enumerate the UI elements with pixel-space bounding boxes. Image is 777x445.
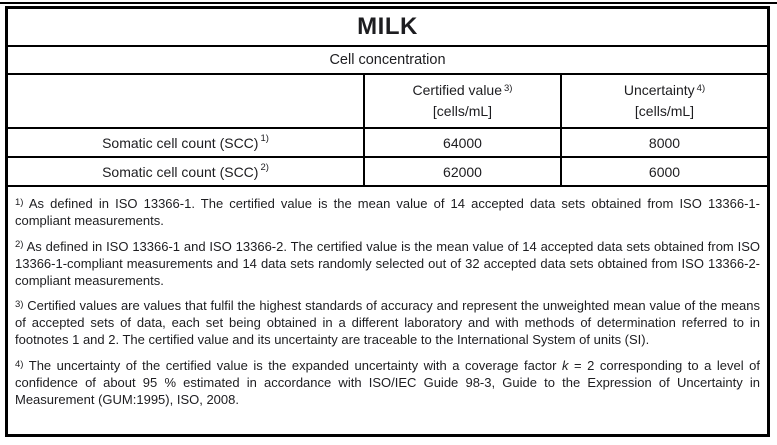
- uncertainty-unit: [cells/mL]: [634, 103, 695, 119]
- header-empty-cell: [8, 75, 363, 127]
- footnote-4-text-after-k: = 2 corresponding to a level of confidence of about 95 % estimated in accordance with ISO/IEC Guide 98-3, Guide to the Expression of Uncertainty in Measurement (GUM:1995), ISO, 2008.: [15, 358, 760, 407]
- uncertainty-footnote-marker: 4): [696, 82, 706, 94]
- certificate-table: [5, 6, 770, 437]
- certified-value-label: Certified value: [412, 82, 503, 98]
- table-header-row: [8, 75, 767, 129]
- certified-value-header: [413, 80, 513, 122]
- table-subtitle: Cell concentration: [8, 47, 767, 75]
- uncertainty-label-line: [624, 80, 705, 101]
- table-row: [8, 129, 767, 158]
- footnote-1-marker: 1): [15, 196, 24, 208]
- table-row: [8, 158, 767, 187]
- page-top-rule: [0, 2, 777, 4]
- footnote-4: [15, 358, 760, 409]
- row-footnote-marker: 1): [260, 132, 269, 144]
- uncertainty-value-cell: 6000: [560, 158, 767, 185]
- row-footnote-marker: 2): [260, 161, 269, 173]
- row-label: Somatic cell count (SCC): [102, 134, 259, 151]
- footnote-2-text: As defined in ISO 13366-1 and ISO 13366-2. The certified value is the mean value of 14 accepted data sets obtained from ISO 13366-1-compliant measurements and 14 data sets randomly selected out of 32 accepted data sets obtained from ISO 13366-2-compliant measurements.: [15, 238, 760, 288]
- footnote-3-text: Certified values are values that fulfil the highest standards of accuracy and represent the unweighted mean value of the means of accepted sets of data, each set being obtained in a different laboratory and with methods of determination referred to in footnotes 1 and 2. The certified value and its uncertainty are traceable to the International System of units (SI).: [15, 298, 760, 348]
- footnote-1-text: As defined in ISO 13366-1. The certified value is the mean value of 14 accepted data sets obtained from ISO 13366-1-compliant measurements.: [15, 196, 760, 228]
- footnote-2-marker: 2): [15, 239, 24, 251]
- footnote-4-italic-k: k: [562, 358, 569, 374]
- header-certified-value-cell: [363, 75, 560, 127]
- header-uncertainty-cell: [560, 75, 767, 127]
- row-label-cell: [8, 129, 363, 156]
- certified-value-label-line: [413, 80, 513, 101]
- footnote-4-marker: 4): [15, 358, 24, 370]
- certified-value-cell: 64000: [363, 129, 560, 156]
- row-label-cell: [8, 158, 363, 185]
- certified-value-footnote-marker: 3): [504, 82, 513, 94]
- row-label: Somatic cell count (SCC): [102, 163, 259, 180]
- footnote-3-marker: 3): [15, 298, 24, 310]
- footnote-2: [15, 239, 760, 290]
- footnote-4-text-before-k: The uncertainty of the certified value is the expanded uncertainty with a coverage factor: [28, 358, 563, 374]
- certified-value-cell: 62000: [363, 158, 560, 185]
- footnotes-section: [8, 187, 767, 434]
- certified-value-unit: [cells/mL]: [432, 103, 493, 119]
- footnote-1: [15, 196, 760, 230]
- table-title: MILK: [8, 9, 767, 47]
- footnote-3: [15, 298, 760, 349]
- uncertainty-label: Uncertainty: [623, 82, 695, 98]
- uncertainty-value-cell: 8000: [560, 129, 767, 156]
- uncertainty-header: [624, 80, 705, 122]
